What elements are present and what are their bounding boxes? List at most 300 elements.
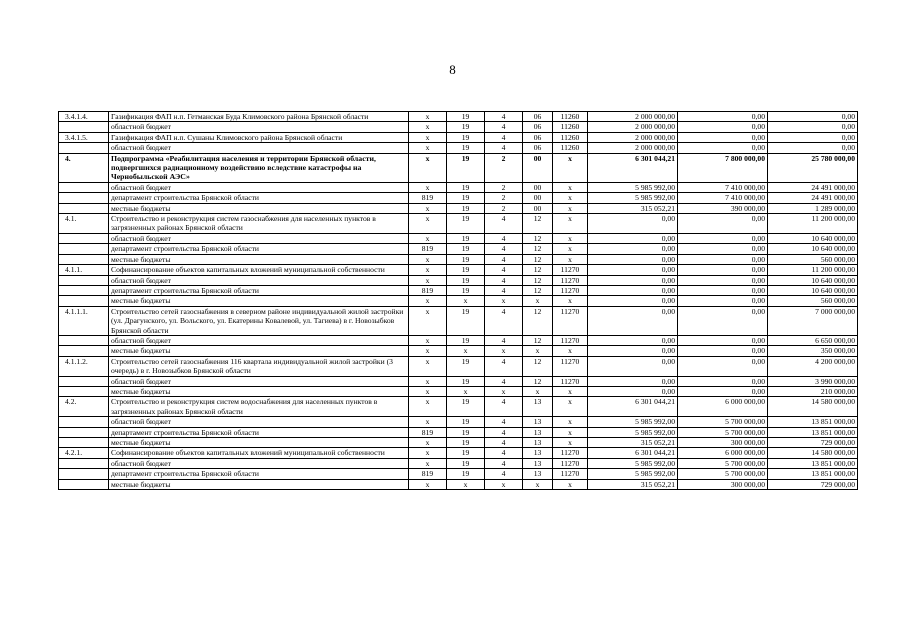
cell-pr: х bbox=[485, 479, 523, 489]
table-row bbox=[59, 356, 858, 376]
table-row bbox=[59, 182, 858, 192]
cell-grbs: х bbox=[409, 265, 447, 275]
cell-rz: 19 bbox=[447, 193, 485, 203]
cell-amount-3: 11 200 000,00 bbox=[768, 214, 858, 234]
cell-rz: 19 bbox=[447, 132, 485, 142]
cell-grbs: х bbox=[409, 132, 447, 142]
cell-pr: 4 bbox=[485, 275, 523, 285]
cell-amount-3: 729 000,00 bbox=[768, 479, 858, 489]
cell-amount-1: 0,00 bbox=[588, 214, 678, 234]
cell-code bbox=[59, 296, 109, 306]
cell-name: местные бюджеты bbox=[109, 346, 409, 356]
cell-name: областной бюджет bbox=[109, 233, 409, 243]
cell-name: областной бюджет bbox=[109, 376, 409, 386]
cell-rz: 19 bbox=[447, 427, 485, 437]
cell-rz: 19 bbox=[447, 122, 485, 132]
cell-csr: х bbox=[553, 203, 588, 213]
cell-code bbox=[59, 458, 109, 468]
cell-rz: 19 bbox=[447, 233, 485, 243]
cell-pr: 2 bbox=[485, 182, 523, 192]
cell-amount-1: 315 052,21 bbox=[588, 438, 678, 448]
cell-amount-2: 0,00 bbox=[678, 122, 768, 132]
cell-rz: 19 bbox=[447, 265, 485, 275]
cell-ps: 12 bbox=[523, 335, 553, 345]
cell-name: Строительство и реконструкция систем газоснабжения для населенных пунктов в загрязненных районах Брянской области bbox=[109, 214, 409, 234]
table-row bbox=[59, 306, 858, 335]
cell-pr: 4 bbox=[485, 356, 523, 376]
table-row bbox=[59, 479, 858, 489]
cell-grbs: х bbox=[409, 479, 447, 489]
cell-amount-1: 6 301 044,21 bbox=[588, 448, 678, 458]
cell-csr: х bbox=[553, 346, 588, 356]
cell-code: 4.2.1. bbox=[59, 448, 109, 458]
cell-amount-1: 5 985 992,00 bbox=[588, 182, 678, 192]
cell-amount-3: 11 200 000,00 bbox=[768, 265, 858, 275]
cell-grbs: х bbox=[409, 122, 447, 132]
cell-amount-2: 5 700 000,00 bbox=[678, 469, 768, 479]
cell-rz: 19 bbox=[447, 143, 485, 153]
cell-ps: 13 bbox=[523, 448, 553, 458]
cell-amount-3: 4 200 000,00 bbox=[768, 356, 858, 376]
cell-grbs: х bbox=[409, 112, 447, 122]
cell-amount-3: 560 000,00 bbox=[768, 254, 858, 264]
table-row bbox=[59, 203, 858, 213]
table-row bbox=[59, 122, 858, 132]
cell-csr: 11270 bbox=[553, 376, 588, 386]
cell-code bbox=[59, 479, 109, 489]
cell-csr: 11270 bbox=[553, 306, 588, 335]
cell-amount-2: 0,00 bbox=[678, 285, 768, 295]
cell-ps: 00 bbox=[523, 193, 553, 203]
cell-amount-1: 2 000 000,00 bbox=[588, 132, 678, 142]
cell-ps: 00 bbox=[523, 182, 553, 192]
cell-amount-2: 0,00 bbox=[678, 346, 768, 356]
cell-ps: х bbox=[523, 296, 553, 306]
cell-pr: 4 bbox=[485, 397, 523, 417]
cell-code bbox=[59, 346, 109, 356]
cell-grbs: х bbox=[409, 438, 447, 448]
cell-grbs: х bbox=[409, 153, 447, 182]
table-row bbox=[59, 153, 858, 182]
cell-csr: 11260 bbox=[553, 122, 588, 132]
cell-name: областной бюджет bbox=[109, 417, 409, 427]
cell-name: областной бюджет bbox=[109, 182, 409, 192]
cell-amount-2: 0,00 bbox=[678, 306, 768, 335]
cell-amount-1: 315 052,21 bbox=[588, 203, 678, 213]
cell-pr: 4 bbox=[485, 254, 523, 264]
cell-code: 4.1. bbox=[59, 214, 109, 234]
cell-amount-2: 7 800 000,00 bbox=[678, 153, 768, 182]
cell-code bbox=[59, 386, 109, 396]
page-number: 8 bbox=[449, 62, 456, 77]
cell-amount-1: 5 985 992,00 bbox=[588, 469, 678, 479]
cell-amount-1: 0,00 bbox=[588, 244, 678, 254]
cell-rz: 19 bbox=[447, 244, 485, 254]
cell-csr: х bbox=[553, 427, 588, 437]
cell-csr: 11270 bbox=[553, 275, 588, 285]
cell-pr: 4 bbox=[485, 285, 523, 295]
table-row bbox=[59, 469, 858, 479]
cell-amount-1: 0,00 bbox=[588, 376, 678, 386]
cell-rz: 19 bbox=[447, 335, 485, 345]
cell-amount-2: 0,00 bbox=[678, 386, 768, 396]
cell-pr: 4 bbox=[485, 335, 523, 345]
cell-rz: 19 bbox=[447, 356, 485, 376]
cell-amount-2: 0,00 bbox=[678, 244, 768, 254]
cell-code: 3.4.1.5. bbox=[59, 132, 109, 142]
cell-amount-2: 6 000 000,00 bbox=[678, 397, 768, 417]
table-row bbox=[59, 417, 858, 427]
cell-rz: 19 bbox=[447, 417, 485, 427]
cell-amount-2: 0,00 bbox=[678, 356, 768, 376]
cell-grbs: х bbox=[409, 143, 447, 153]
cell-amount-2: 0,00 bbox=[678, 376, 768, 386]
cell-amount-2: 6 000 000,00 bbox=[678, 448, 768, 458]
cell-rz: 19 bbox=[447, 285, 485, 295]
cell-code bbox=[59, 335, 109, 345]
cell-amount-3: 10 640 000,00 bbox=[768, 275, 858, 285]
table-row bbox=[59, 438, 858, 448]
cell-grbs: х bbox=[409, 296, 447, 306]
cell-grbs: х bbox=[409, 335, 447, 345]
cell-csr: х bbox=[553, 397, 588, 417]
cell-name: департамент строительства Брянской области bbox=[109, 285, 409, 295]
cell-rz: 19 bbox=[447, 397, 485, 417]
cell-pr: 2 bbox=[485, 153, 523, 182]
cell-amount-2: 7 410 000,00 bbox=[678, 182, 768, 192]
cell-code bbox=[59, 469, 109, 479]
cell-ps: 13 bbox=[523, 427, 553, 437]
cell-amount-3: 0,00 bbox=[768, 112, 858, 122]
cell-pr: 4 bbox=[485, 469, 523, 479]
cell-amount-2: 390 000,00 bbox=[678, 203, 768, 213]
cell-rz: 19 bbox=[447, 214, 485, 234]
cell-rz: 19 bbox=[447, 203, 485, 213]
cell-amount-3: 13 851 000,00 bbox=[768, 427, 858, 437]
cell-amount-1: 2 000 000,00 bbox=[588, 122, 678, 132]
cell-amount-1: 5 985 992,00 bbox=[588, 427, 678, 437]
cell-name: областной бюджет bbox=[109, 335, 409, 345]
cell-grbs: х bbox=[409, 182, 447, 192]
cell-amount-1: 0,00 bbox=[588, 275, 678, 285]
cell-amount-1: 0,00 bbox=[588, 386, 678, 396]
cell-ps: 12 bbox=[523, 265, 553, 275]
cell-ps: 12 bbox=[523, 233, 553, 243]
cell-amount-1: 0,00 bbox=[588, 265, 678, 275]
cell-amount-3: 0,00 bbox=[768, 143, 858, 153]
table-row bbox=[59, 376, 858, 386]
cell-csr: х bbox=[553, 193, 588, 203]
cell-pr: 4 bbox=[485, 448, 523, 458]
cell-rz: 19 bbox=[447, 469, 485, 479]
cell-ps: 12 bbox=[523, 244, 553, 254]
cell-code bbox=[59, 244, 109, 254]
cell-name: Газификация ФАП н.п. Гетманская Буда Климовского района Брянской области bbox=[109, 112, 409, 122]
table-row bbox=[59, 112, 858, 122]
cell-rz: 19 bbox=[447, 275, 485, 285]
cell-amount-1: 5 985 992,00 bbox=[588, 417, 678, 427]
cell-code bbox=[59, 427, 109, 437]
cell-pr: 4 bbox=[485, 458, 523, 468]
cell-code bbox=[59, 193, 109, 203]
cell-grbs: х bbox=[409, 203, 447, 213]
cell-pr: 4 bbox=[485, 427, 523, 437]
cell-amount-3: 14 580 000,00 bbox=[768, 448, 858, 458]
cell-amount-1: 0,00 bbox=[588, 335, 678, 345]
cell-amount-2: 0,00 bbox=[678, 275, 768, 285]
cell-grbs: х bbox=[409, 356, 447, 376]
cell-grbs: х bbox=[409, 275, 447, 285]
cell-amount-3: 7 000 000,00 bbox=[768, 306, 858, 335]
cell-pr: 4 bbox=[485, 132, 523, 142]
cell-amount-1: 0,00 bbox=[588, 285, 678, 295]
cell-csr: х bbox=[553, 296, 588, 306]
cell-ps: 12 bbox=[523, 285, 553, 295]
cell-csr: 11270 bbox=[553, 458, 588, 468]
cell-name: местные бюджеты bbox=[109, 296, 409, 306]
cell-csr: 11270 bbox=[553, 285, 588, 295]
cell-amount-3: 10 640 000,00 bbox=[768, 233, 858, 243]
cell-code bbox=[59, 254, 109, 264]
cell-amount-3: 6 650 000,00 bbox=[768, 335, 858, 345]
cell-code: 4. bbox=[59, 153, 109, 182]
cell-name: областной бюджет bbox=[109, 143, 409, 153]
cell-rz: 19 bbox=[447, 376, 485, 386]
table-row bbox=[59, 448, 858, 458]
cell-code: 4.1.1. bbox=[59, 265, 109, 275]
cell-code: 4.1.1.1. bbox=[59, 306, 109, 335]
cell-amount-3: 10 640 000,00 bbox=[768, 244, 858, 254]
cell-amount-3: 13 851 000,00 bbox=[768, 469, 858, 479]
cell-code bbox=[59, 438, 109, 448]
cell-pr: 4 bbox=[485, 306, 523, 335]
cell-pr: 4 bbox=[485, 143, 523, 153]
cell-grbs: х bbox=[409, 306, 447, 335]
cell-amount-3: 25 780 000,00 bbox=[768, 153, 858, 182]
cell-name: Строительство и реконструкция систем водоснабжения для населенных пунктов в загрязненных районах Брянской области bbox=[109, 397, 409, 417]
cell-amount-1: 0,00 bbox=[588, 356, 678, 376]
cell-amount-2: 0,00 bbox=[678, 296, 768, 306]
cell-amount-1: 2 000 000,00 bbox=[588, 112, 678, 122]
cell-amount-1: 0,00 bbox=[588, 296, 678, 306]
table-row bbox=[59, 132, 858, 142]
cell-name: департамент строительства Брянской области bbox=[109, 469, 409, 479]
cell-amount-3: 350 000,00 bbox=[768, 346, 858, 356]
cell-csr: 11270 bbox=[553, 448, 588, 458]
cell-pr: х bbox=[485, 296, 523, 306]
cell-rz: 19 bbox=[447, 306, 485, 335]
cell-name: областной бюджет bbox=[109, 275, 409, 285]
cell-rz: х bbox=[447, 479, 485, 489]
cell-code bbox=[59, 376, 109, 386]
cell-pr: 4 bbox=[485, 122, 523, 132]
cell-csr: 11260 bbox=[553, 143, 588, 153]
table-row bbox=[59, 397, 858, 417]
cell-code bbox=[59, 122, 109, 132]
cell-name: департамент строительства Брянской области bbox=[109, 427, 409, 437]
cell-grbs: х bbox=[409, 376, 447, 386]
cell-amount-1: 6 301 044,21 bbox=[588, 153, 678, 182]
cell-amount-2: 5 700 000,00 bbox=[678, 427, 768, 437]
cell-amount-2: 0,00 bbox=[678, 265, 768, 275]
cell-amount-3: 729 000,00 bbox=[768, 438, 858, 448]
table-row bbox=[59, 265, 858, 275]
cell-pr: 2 bbox=[485, 193, 523, 203]
cell-name: Строительство сетей газоснабжения 116 квартала индивидуальной жилой застройки (3 очередь) в г. Новозыбков Брянской области bbox=[109, 356, 409, 376]
table-row bbox=[59, 275, 858, 285]
cell-csr: х bbox=[553, 417, 588, 427]
cell-amount-3: 13 851 000,00 bbox=[768, 458, 858, 468]
cell-csr: 11260 bbox=[553, 112, 588, 122]
table-row bbox=[59, 458, 858, 468]
cell-csr: х bbox=[553, 386, 588, 396]
cell-ps: х bbox=[523, 479, 553, 489]
cell-pr: 4 bbox=[485, 265, 523, 275]
cell-amount-3: 1 289 000,00 bbox=[768, 203, 858, 213]
cell-amount-1: 0,00 bbox=[588, 254, 678, 264]
cell-ps: 13 bbox=[523, 458, 553, 468]
cell-pr: 2 bbox=[485, 203, 523, 213]
cell-pr: 4 bbox=[485, 233, 523, 243]
cell-grbs: х bbox=[409, 397, 447, 417]
cell-code: 4.1.1.2. bbox=[59, 356, 109, 376]
cell-amount-2: 5 700 000,00 bbox=[678, 458, 768, 468]
cell-rz: х bbox=[447, 296, 485, 306]
cell-code: 3.4.1.4. bbox=[59, 112, 109, 122]
cell-amount-2: 0,00 bbox=[678, 132, 768, 142]
cell-csr: 11270 bbox=[553, 469, 588, 479]
cell-rz: х bbox=[447, 346, 485, 356]
cell-grbs: 819 bbox=[409, 427, 447, 437]
cell-grbs: х bbox=[409, 458, 447, 468]
cell-grbs: х bbox=[409, 214, 447, 234]
cell-csr: х bbox=[553, 479, 588, 489]
cell-ps: 06 bbox=[523, 132, 553, 142]
table-row bbox=[59, 335, 858, 345]
cell-name: местные бюджеты bbox=[109, 479, 409, 489]
cell-ps: х bbox=[523, 346, 553, 356]
cell-csr: 11270 bbox=[553, 356, 588, 376]
cell-amount-2: 0,00 bbox=[678, 233, 768, 243]
table-row bbox=[59, 254, 858, 264]
cell-amount-3: 14 580 000,00 bbox=[768, 397, 858, 417]
cell-ps: 12 bbox=[523, 214, 553, 234]
cell-amount-3: 13 851 000,00 bbox=[768, 417, 858, 427]
cell-name: Газификация ФАП н.п. Сушаны Климовского района Брянской области bbox=[109, 132, 409, 142]
cell-csr: х bbox=[553, 182, 588, 192]
cell-amount-2: 5 700 000,00 bbox=[678, 417, 768, 427]
cell-amount-2: 0,00 bbox=[678, 112, 768, 122]
table-row bbox=[59, 233, 858, 243]
cell-amount-2: 0,00 bbox=[678, 335, 768, 345]
cell-code: 4.2. bbox=[59, 397, 109, 417]
cell-rz: 19 bbox=[447, 254, 485, 264]
cell-amount-1: 6 301 044,21 bbox=[588, 397, 678, 417]
cell-ps: 12 bbox=[523, 356, 553, 376]
cell-ps: 13 bbox=[523, 469, 553, 479]
cell-csr: х bbox=[553, 438, 588, 448]
cell-rz: 19 bbox=[447, 153, 485, 182]
cell-code bbox=[59, 203, 109, 213]
cell-rz: х bbox=[447, 386, 485, 396]
cell-grbs: х bbox=[409, 386, 447, 396]
cell-amount-3: 24 491 000,00 bbox=[768, 182, 858, 192]
cell-ps: 06 bbox=[523, 112, 553, 122]
cell-ps: 00 bbox=[523, 203, 553, 213]
cell-name: Подпрограмма «Реабилитация населения и территории Брянской области, подвергшихся радиационному воздействию вследствие катастрофы на Чернобыльской АЭС» bbox=[109, 153, 409, 182]
cell-amount-1: 2 000 000,00 bbox=[588, 143, 678, 153]
cell-rz: 19 bbox=[447, 458, 485, 468]
cell-name: областной бюджет bbox=[109, 458, 409, 468]
cell-amount-1: 5 985 992,00 bbox=[588, 193, 678, 203]
cell-grbs: 819 bbox=[409, 469, 447, 479]
cell-amount-1: 5 985 992,00 bbox=[588, 458, 678, 468]
cell-grbs: х bbox=[409, 346, 447, 356]
cell-rz: 19 bbox=[447, 112, 485, 122]
cell-name: Строительство сетей газоснабжения в северном районе индивидуальной жилой застройки (ул. Драгунского, ул. Вольского, ул. Екатерины Ковалевой, ул. Тагиева) в г. Новозыбков Брянской области bbox=[109, 306, 409, 335]
table-row bbox=[59, 346, 858, 356]
cell-name: областной бюджет bbox=[109, 122, 409, 132]
cell-ps: 13 bbox=[523, 438, 553, 448]
cell-pr: 4 bbox=[485, 438, 523, 448]
cell-ps: 13 bbox=[523, 417, 553, 427]
cell-name: Софинансирование объектов капитальных вложений муниципальной собственности bbox=[109, 448, 409, 458]
cell-amount-2: 300 000,00 bbox=[678, 479, 768, 489]
cell-grbs: х bbox=[409, 233, 447, 243]
cell-grbs: 819 bbox=[409, 193, 447, 203]
cell-code bbox=[59, 417, 109, 427]
cell-name: местные бюджеты bbox=[109, 438, 409, 448]
cell-csr: 11260 bbox=[553, 132, 588, 142]
cell-ps: 12 bbox=[523, 275, 553, 285]
table-row bbox=[59, 285, 858, 295]
cell-grbs: х bbox=[409, 254, 447, 264]
cell-rz: 19 bbox=[447, 448, 485, 458]
cell-ps: 13 bbox=[523, 397, 553, 417]
cell-pr: х bbox=[485, 346, 523, 356]
table-row bbox=[59, 143, 858, 153]
table-body bbox=[59, 112, 858, 490]
cell-ps: 12 bbox=[523, 254, 553, 264]
cell-pr: 4 bbox=[485, 417, 523, 427]
table-row bbox=[59, 193, 858, 203]
cell-grbs: 819 bbox=[409, 285, 447, 295]
table-row bbox=[59, 296, 858, 306]
table-row bbox=[59, 427, 858, 437]
cell-grbs: х bbox=[409, 448, 447, 458]
cell-csr: х bbox=[553, 214, 588, 234]
cell-amount-2: 0,00 bbox=[678, 143, 768, 153]
cell-amount-2: 0,00 bbox=[678, 254, 768, 264]
cell-csr: 11270 bbox=[553, 265, 588, 275]
cell-pr: х bbox=[485, 386, 523, 396]
cell-amount-2: 7 410 000,00 bbox=[678, 193, 768, 203]
cell-csr: х bbox=[553, 233, 588, 243]
cell-code bbox=[59, 233, 109, 243]
cell-code bbox=[59, 285, 109, 295]
cell-amount-3: 560 000,00 bbox=[768, 296, 858, 306]
cell-csr: х bbox=[553, 153, 588, 182]
cell-csr: х bbox=[553, 244, 588, 254]
cell-name: департамент строительства Брянской области bbox=[109, 244, 409, 254]
cell-pr: 4 bbox=[485, 214, 523, 234]
cell-amount-1: 0,00 bbox=[588, 306, 678, 335]
cell-rz: 19 bbox=[447, 182, 485, 192]
cell-ps: 06 bbox=[523, 122, 553, 132]
cell-amount-1: 0,00 bbox=[588, 233, 678, 243]
cell-pr: 4 bbox=[485, 112, 523, 122]
cell-amount-3: 24 491 000,00 bbox=[768, 193, 858, 203]
